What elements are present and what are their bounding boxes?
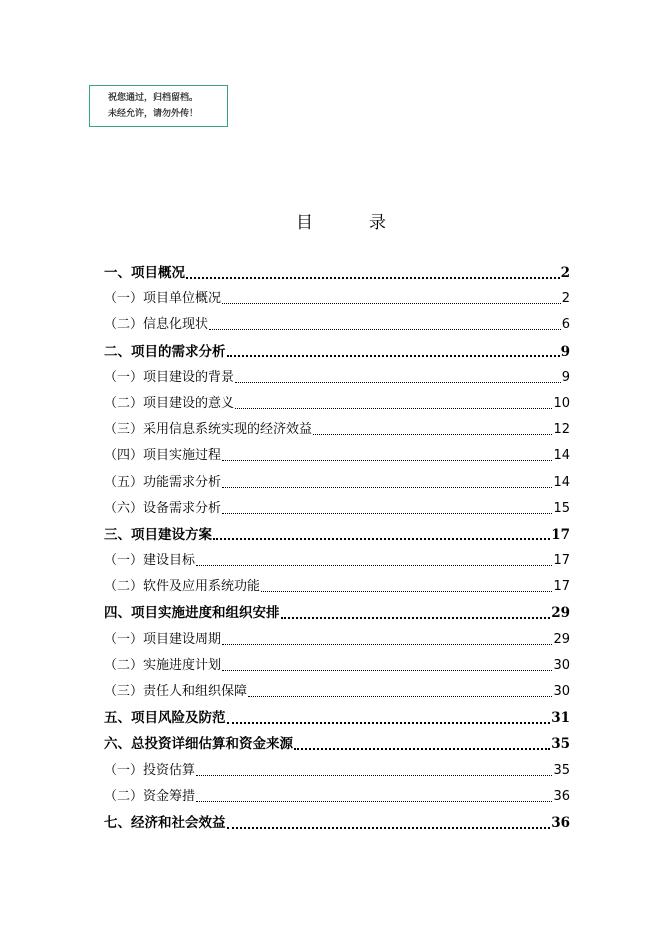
- toc-entry-label: （一）投资估算: [104, 762, 196, 778]
- toc-page-number: 14: [553, 448, 570, 464]
- toc-dot-leader: [261, 590, 552, 592]
- toc-page-number: 30: [553, 684, 570, 699]
- toc-chapter-entry[interactable]: [104, 705, 570, 731]
- toc-dot-leader: [222, 302, 561, 304]
- toc-section-entry[interactable]: [104, 391, 570, 417]
- stamp-line-2: 未经允许，请勿外传！: [108, 109, 199, 119]
- toc-page-number: 2: [560, 265, 570, 281]
- toc-dot-leader: [196, 564, 552, 566]
- toc-dot-leader: [313, 433, 552, 435]
- toc-page-number: 30: [553, 657, 570, 673]
- title-char-2: 录: [369, 213, 386, 233]
- toc-dot-leader: [222, 512, 552, 514]
- toc-entry-label: （二）信息化现状: [104, 317, 209, 333]
- toc-section-entry[interactable]: [104, 627, 570, 653]
- toc-dot-leader: [222, 669, 552, 671]
- toc-section-entry[interactable]: [104, 758, 570, 784]
- toc-dot-leader: [213, 537, 550, 540]
- toc-entry-label: 六、总投资详细估算和资金来源: [104, 736, 293, 753]
- toc-entry-label: （一）项目单位概况: [104, 291, 222, 307]
- toc-entry-label: （一）项目建设的背景: [104, 369, 235, 385]
- toc-page-number: 17: [553, 579, 570, 595]
- toc-dot-leader: [222, 486, 552, 488]
- toc-entry-label: 四、项目实施进度和组织安排: [104, 605, 280, 622]
- toc-dot-leader: [209, 328, 561, 330]
- toc-page-number: 36: [553, 788, 570, 804]
- toc-dot-leader: [222, 459, 552, 461]
- toc-entry-label: 七、经济和社会效益: [104, 814, 226, 831]
- toc-section-entry[interactable]: [104, 470, 570, 496]
- toc-page-number: 2: [561, 291, 570, 307]
- toc-page-number: 6: [561, 317, 570, 333]
- toc-section-entry[interactable]: [104, 496, 570, 522]
- toc-entry-label: （二）资金筹措: [104, 788, 196, 804]
- toc-chapter-entry[interactable]: [104, 731, 570, 757]
- toc-dot-leader: [196, 774, 552, 776]
- toc-entry-label: （三）采用信息系统实现的经济效益: [104, 422, 313, 438]
- toc-section-entry[interactable]: [104, 312, 570, 338]
- toc-entry-label: （六）设备需求分析: [104, 500, 222, 516]
- toc-entry-label: （二）项目建设的意义: [104, 395, 235, 411]
- toc-dot-leader: [222, 643, 552, 645]
- toc-entry-label: （二）实施进度计划: [104, 657, 222, 673]
- toc-section-entry[interactable]: [104, 443, 570, 469]
- toc-page-number: 14: [553, 474, 570, 490]
- toc-dot-leader: [196, 800, 552, 802]
- table-of-contents: [104, 260, 570, 836]
- toc-page-number: 10: [553, 395, 570, 411]
- stamp-notice: [89, 85, 228, 127]
- toc-page-number: 12: [553, 422, 570, 438]
- toc-chapter-entry[interactable]: [104, 260, 570, 286]
- toc-chapter-entry[interactable]: [104, 339, 570, 365]
- toc-entry-label: （一）项目建设周期: [104, 631, 222, 647]
- toc-chapter-entry[interactable]: [104, 600, 570, 626]
- toc-dot-leader: [186, 276, 560, 279]
- toc-page-number: 15: [553, 500, 570, 516]
- toc-page-number: 35: [551, 736, 570, 753]
- toc-page-number: 17: [551, 526, 570, 543]
- page-title: [296, 208, 386, 233]
- toc-dot-leader: [227, 721, 551, 724]
- toc-chapter-entry[interactable]: [104, 810, 570, 836]
- toc-page-number: 31: [551, 710, 570, 727]
- toc-entry-label: 三、项目建设方案: [104, 526, 212, 543]
- toc-dot-leader: [294, 747, 550, 750]
- toc-page-number: 36: [551, 814, 570, 831]
- toc-entry-label: （五）功能需求分析: [104, 474, 222, 490]
- toc-section-entry[interactable]: [104, 679, 570, 705]
- toc-dot-leader: [235, 381, 561, 383]
- toc-dot-leader: [248, 695, 552, 697]
- toc-section-entry[interactable]: [104, 574, 570, 600]
- toc-page-number: 29: [553, 631, 570, 647]
- toc-section-entry[interactable]: [104, 653, 570, 679]
- toc-page-number: 35: [553, 762, 570, 778]
- toc-entry-label: （一）建设目标: [104, 553, 196, 569]
- stamp-line-1: 祝您通过，归档留档。: [108, 93, 199, 103]
- toc-section-entry[interactable]: [104, 784, 570, 810]
- toc-entry-label: （三）责任人和组织保障: [104, 684, 248, 699]
- title-char-1: 目: [296, 213, 313, 233]
- toc-section-entry[interactable]: [104, 548, 570, 574]
- toc-page-number: 9: [560, 343, 570, 360]
- toc-entry-label: （四）项目实施过程: [104, 448, 222, 464]
- toc-chapter-entry[interactable]: [104, 522, 570, 548]
- toc-section-entry[interactable]: [104, 417, 570, 443]
- toc-dot-leader: [281, 616, 551, 619]
- toc-entry-label: 五、项目风险及防范: [104, 710, 226, 727]
- toc-section-entry[interactable]: [104, 286, 570, 312]
- toc-entry-label: （二）软件及应用系统功能: [104, 579, 261, 595]
- toc-dot-leader: [227, 354, 560, 357]
- toc-section-entry[interactable]: [104, 365, 570, 391]
- toc-page-number: 29: [551, 605, 570, 622]
- toc-entry-label: 二、项目的需求分析: [104, 343, 226, 360]
- toc-entry-label: 一、项目概况: [104, 265, 185, 281]
- toc-page-number: 17: [553, 553, 570, 569]
- toc-page-number: 9: [561, 369, 570, 385]
- toc-dot-leader: [227, 826, 551, 829]
- toc-dot-leader: [235, 407, 552, 409]
